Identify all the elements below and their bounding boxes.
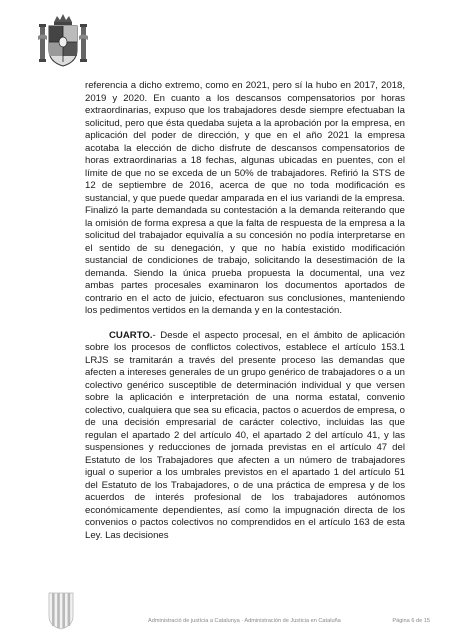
spanish-coat-of-arms-icon [37,12,89,70]
page-number: Página 6 de 15 [392,618,430,624]
paragraph-text: referencia a dicho extremo, como en 2021, pero sí la hubo en 2017, 2018, 2019 y 2020. En cuanto a los descansos compensatorios por horas extraordinarias, expuso que los trabajadores desde siempre efectuaban la solicitud, pero que ésta quedaba sujeta a la aprobación por la empresa, en aplicación del poder de dirección, y que en el año 2021 la empresa acotaba la elección de dicho disfrute de descansos compensatorios de horas extraordinarias a 18 fechas, algunas ubicadas en puentes, con el límite de que no se exceda de un 50% de trabajadores. Refirió la STS de 12 de septiembre de 2016, acerca de que no toda modificación es sustancial, y que puede quedar amparada en el ius variandi de la empresa. Finalizó la parte demandada su contestación a la demanda reiterando que la omisión de forma expresa a que la falta de respuesta de la empresa a la solicitud del trabajador equivalía a su concesión no podía interpretarse en el sentido de su denegación, y que no había existido modificación sustancial de condiciones de trabajo, solicitando la desestimación de la demanda. Siendo la única prueba propuesta la documental, una vez ambas partes procesales examinaron los documentos aportados de contrario en el acto de juicio, efectuaron sus conclusiones, manteniendo los pedimentos vertidos en la demanda y en la contestación. [85,80,405,316]
document-body [85,80,405,542]
paragraph-continuation [85,80,405,318]
paragraph-cuarto [85,330,405,543]
paragraph-text: - Desde el aspecto procesal, en el ámbito de aplicación sobre los procesos de conflictos colectivos, establece el artículo 153.1 LRJS se tramitarán a través del presente proceso las demandas que afecten a intereses generales de un grupo genérico de trabajadores o a un colectivo genérico susceptible de determinación individual y que versen sobre la aplicación e interpretación de una norma estatal, convenio colectivo, cualquiera que sea su eficacia, pactos o acuerdos de empresa, o de una decisión empresarial de carácter colectivo, incluidas las que regulan el apartado 2 del artículo 40, el apartado 2 del artículo 41, y las suspensiones y reducciones de jornada previstas en el artículo 47 del Estatuto de los Trabajadores que afecten a un número de trabajadores igual o superior a los umbrales previstos en el apartado 1 del artículo 51 del Estatuto de los Trabajadores, o de una práctica de empresa y de los acuerdos de interés profesional de los trabajadores autónomos económicamente dependientes, así como la impugnación directa de los convenios o pactos colectivos no comprendidos en el artículo 163 de esta Ley. Las decisiones [85,329,405,541]
section-heading-cuarto: CUARTO. [109,329,153,341]
footer-institution-text: Administració de justícia a Catalunya · Administración de Justicia en Cataluña [148,618,341,624]
page-footer [0,618,452,630]
